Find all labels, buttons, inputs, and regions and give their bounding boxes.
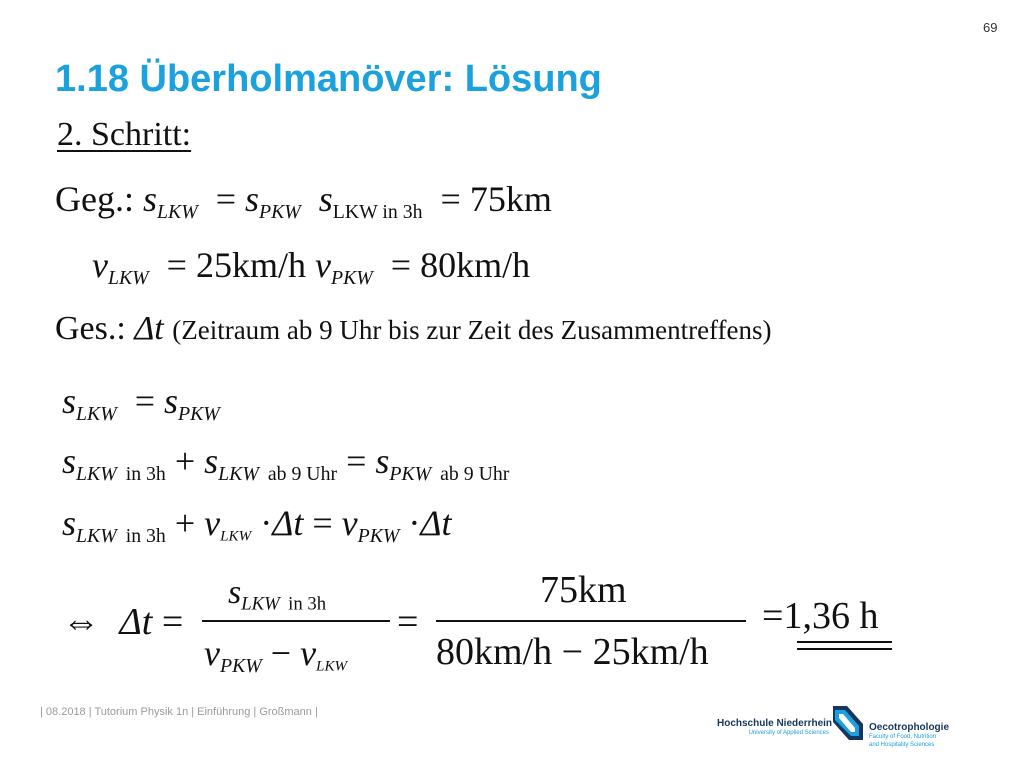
fraction-1-numerator: [228, 574, 326, 616]
subscript-lkw: LKW: [157, 200, 198, 223]
equals-sign: =: [215, 179, 236, 219]
fraction-2-denominator: [436, 630, 709, 674]
unit-kmh: km/h: [630, 631, 709, 673]
equals-sign: =: [312, 503, 333, 543]
sought-line: [55, 310, 772, 348]
dept-sub-1: Faculty of Food, Nutrition: [869, 734, 937, 740]
symbol-v: v: [92, 245, 108, 285]
equivalence-line: [62, 600, 183, 644]
equals-sign: =: [134, 381, 156, 421]
plus-sign: +: [174, 441, 196, 481]
fraction-2-numerator: [540, 568, 627, 612]
symbol-v: v: [315, 245, 331, 285]
delta-t-symbol: Δt: [134, 310, 164, 347]
result-value: 1,36: [783, 595, 850, 637]
dept-logo-text: [869, 722, 949, 749]
result-double-underline-top: [797, 641, 892, 643]
symbol-s: s: [245, 179, 260, 219]
result-unit: h: [859, 595, 879, 637]
delta-t-symbol: Δt: [119, 601, 153, 643]
subscript-lkw: LKW: [76, 462, 117, 485]
subscript-lkw: LKW: [76, 524, 117, 547]
subscript-lkw: LKW: [107, 266, 149, 289]
fraction-2-bar: [436, 620, 746, 622]
symbol-v: v: [341, 503, 358, 543]
subscript-lkw: LKW: [316, 658, 348, 675]
symbol-s: s: [62, 381, 77, 421]
unit-km: km: [578, 569, 627, 611]
equals-sign: =: [161, 601, 184, 643]
equals-sign: =: [440, 179, 461, 219]
subscript-lkw-in-3h: LKW in 3h: [332, 200, 423, 223]
unit-kmh: km/h: [474, 631, 553, 673]
sought-description: (Zeitraum ab 9 Uhr bis zur Zeit des Zusammentreffens): [172, 315, 772, 345]
equation-2: [62, 440, 509, 486]
equals-sign: =: [166, 245, 187, 285]
symbol-s: s: [142, 179, 157, 219]
equals-sign: =: [390, 245, 412, 285]
hs-sub: University of Applied Sciences: [748, 730, 829, 736]
dept-name: Oecotrophologie: [869, 722, 949, 733]
subscript-ab-9-uhr: ab 9 Uhr: [267, 462, 338, 485]
minus-sign: −: [270, 633, 292, 673]
equals-sign: =: [346, 441, 367, 481]
symbol-s: s: [375, 441, 390, 481]
subscript-in-3h: in 3h: [288, 593, 327, 615]
multiply-dot: ·: [408, 503, 421, 543]
subscript-in-3h: in 3h: [125, 462, 166, 485]
subscript-lkw: LKW: [76, 402, 117, 425]
equivalence-arrow: ⇔: [62, 601, 100, 643]
hs-name: Hochschule Niederrhein: [717, 718, 833, 729]
subscript-ab-9-uhr: ab 9 Uhr: [440, 462, 510, 485]
subscript-pkw: PKW: [259, 200, 301, 223]
equals-sign-2: =: [397, 601, 419, 643]
given-line-1: [55, 178, 552, 224]
symbol-s: s: [228, 574, 242, 611]
hs-logo-icon: [833, 706, 863, 740]
subscript-lkw: LKW: [218, 462, 259, 485]
result-double-underline-bottom: [797, 648, 892, 650]
slide-title: 1.18 Überholmanöver: Lösung: [55, 58, 602, 100]
value-80: 80: [436, 631, 474, 673]
given-line-2: [92, 244, 530, 290]
subscript-pkw: PKW: [357, 524, 400, 547]
dept-sub-2: and Hospitality Sciences: [869, 742, 935, 748]
given-label: Geg.:: [55, 179, 134, 219]
value-25: 25: [195, 245, 232, 285]
symbol-s: s: [62, 503, 77, 543]
subscript-pkw: PKW: [389, 462, 432, 485]
subscript-lkw: LKW: [241, 593, 280, 615]
hs-logo-text: [717, 718, 833, 737]
fraction-1-denominator: [204, 632, 347, 678]
subscript-pkw: PKW: [178, 402, 220, 425]
step-label: 2. Schritt:: [57, 116, 192, 153]
fraction-1-bar: [202, 620, 390, 622]
equation-1: [62, 380, 220, 426]
equation-3: [62, 502, 452, 548]
symbol-v: v: [300, 633, 317, 673]
symbol-s: s: [318, 179, 333, 219]
symbol-s: s: [204, 441, 219, 481]
unit-kmh: km/h: [456, 245, 531, 285]
symbol-v: v: [204, 633, 220, 673]
value-75km: 75km: [469, 179, 552, 219]
delta-t-symbol: Δt: [420, 503, 452, 543]
subscript-lkw: LKW: [220, 528, 252, 545]
subscript-pkw: PKW: [330, 266, 373, 289]
equals-sign: =: [762, 595, 784, 637]
delta-t-symbol: Δt: [272, 503, 304, 543]
value-75: 75: [540, 569, 578, 611]
sought-label: Ges.:: [55, 310, 126, 347]
symbol-s: s: [164, 381, 179, 421]
result: [762, 594, 878, 638]
multiply-dot: ·: [260, 503, 273, 543]
slide-number: 69: [983, 20, 998, 35]
value-25: 25: [592, 631, 631, 673]
subscript-in-3h: in 3h: [125, 524, 166, 547]
unit-kmh: km/h: [231, 245, 306, 285]
plus-sign: +: [174, 503, 196, 543]
footer-text: | 08.2018 | Tutorium Physik 1n | Einführung | Großmann |: [40, 706, 318, 718]
symbol-v: v: [204, 503, 221, 543]
symbol-s: s: [62, 441, 77, 481]
minus-sign: −: [561, 631, 584, 673]
value-80: 80: [420, 245, 457, 285]
subscript-pkw: PKW: [219, 654, 262, 677]
